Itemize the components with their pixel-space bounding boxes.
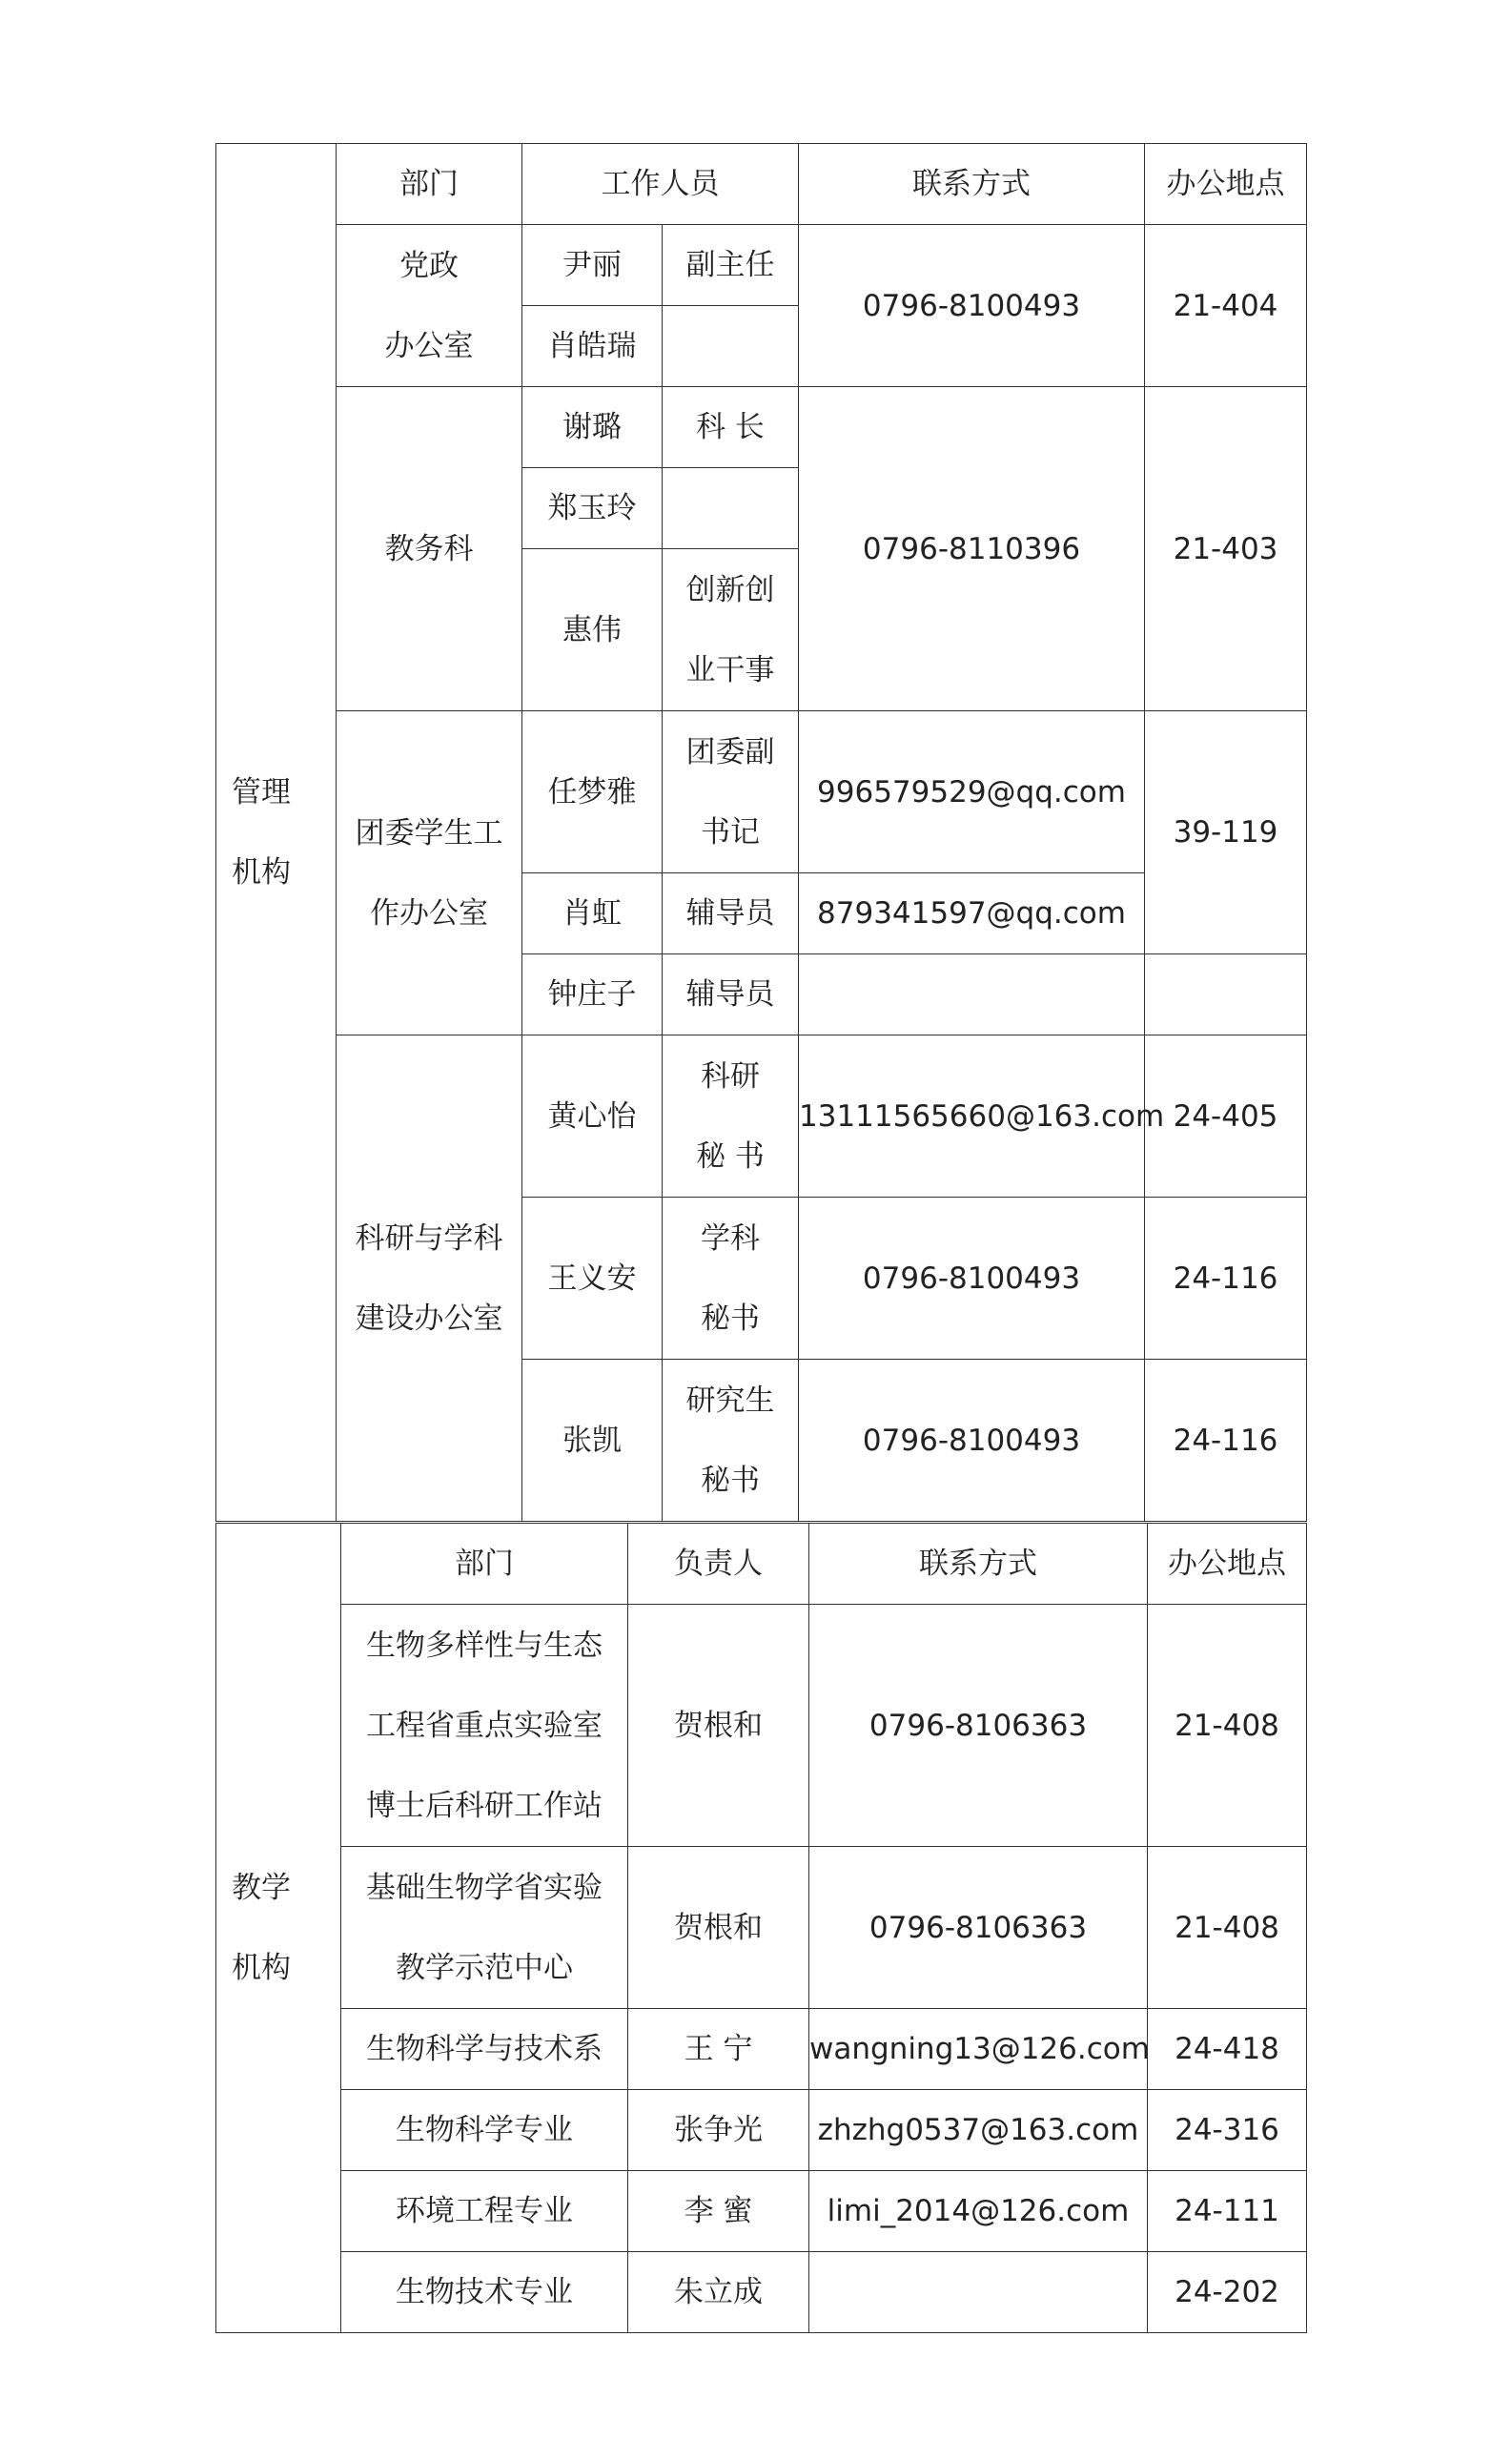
staff-name: 钟庄子 bbox=[522, 954, 663, 1035]
staff-title: 团委副 书记 bbox=[663, 711, 799, 873]
contact-cell: 13111565660@163.com bbox=[799, 1035, 1145, 1198]
staff-title bbox=[663, 468, 799, 549]
table-row bbox=[216, 225, 1307, 306]
staff-title: 学科 秘书 bbox=[663, 1198, 799, 1360]
management-table bbox=[215, 143, 1307, 1522]
dept-cell: 科研与学科 建设办公室 bbox=[337, 1035, 522, 1522]
contact-cell: limi_2014@126.com bbox=[809, 2171, 1148, 2252]
lead-cell: 王 宁 bbox=[628, 2009, 809, 2090]
office-cell: 24-116 bbox=[1145, 1198, 1307, 1360]
staff-name: 尹丽 bbox=[522, 225, 663, 306]
header-dept: 部门 bbox=[341, 1524, 628, 1605]
header-dept: 部门 bbox=[337, 144, 522, 225]
lead-cell: 贺根和 bbox=[628, 1847, 809, 2009]
staff-name: 黄心怡 bbox=[522, 1035, 663, 1198]
staff-name: 肖虹 bbox=[522, 873, 663, 954]
staff-name: 任梦雅 bbox=[522, 711, 663, 873]
lead-cell: 李 蜜 bbox=[628, 2171, 809, 2252]
staff-title: 辅导员 bbox=[663, 873, 799, 954]
office-cell: 24-418 bbox=[1148, 2009, 1307, 2090]
staff-title: 创新创 业干事 bbox=[663, 549, 799, 711]
header-office: 办公地点 bbox=[1145, 144, 1307, 225]
dept-cell: 生物技术专业 bbox=[341, 2252, 628, 2333]
table-row bbox=[216, 2252, 1307, 2333]
contact-cell bbox=[809, 2252, 1148, 2333]
dept-cell: 生物多样性与生态 工程省重点实验室 博士后科研工作站 bbox=[341, 1605, 628, 1847]
dept-cell: 教务科 bbox=[337, 387, 522, 711]
office-cell: 24-316 bbox=[1148, 2090, 1307, 2171]
contact-cell: 0796-8100493 bbox=[799, 1360, 1145, 1522]
office-cell: 24-405 bbox=[1145, 1035, 1307, 1198]
table-row bbox=[216, 387, 1307, 468]
contact-cell: 0796-8106363 bbox=[809, 1847, 1148, 2009]
office-cell: 21-408 bbox=[1148, 1847, 1307, 2009]
staff-name: 张凯 bbox=[522, 1360, 663, 1522]
table-row bbox=[216, 1847, 1307, 2009]
header-office: 办公地点 bbox=[1148, 1524, 1307, 1605]
dept-cell: 团委学生工 作办公室 bbox=[337, 711, 522, 1035]
staff-name: 郑玉玲 bbox=[522, 468, 663, 549]
dept-cell: 环境工程专业 bbox=[341, 2171, 628, 2252]
table-row bbox=[216, 2009, 1307, 2090]
contact-cell: zhzhg0537@163.com bbox=[809, 2090, 1148, 2171]
staff-title: 科研 秘 书 bbox=[663, 1035, 799, 1198]
lead-cell: 张争光 bbox=[628, 2090, 809, 2171]
section-label-management: 管理 机构 bbox=[216, 144, 337, 1522]
dept-cell: 生物科学与技术系 bbox=[341, 2009, 628, 2090]
staff-title: 科 长 bbox=[663, 387, 799, 468]
staff-name: 谢璐 bbox=[522, 387, 663, 468]
header-staff: 工作人员 bbox=[522, 144, 799, 225]
office-cell: 24-202 bbox=[1148, 2252, 1307, 2333]
office-cell: 21-408 bbox=[1148, 1605, 1307, 1847]
table-row bbox=[216, 711, 1307, 873]
header-lead: 负责人 bbox=[628, 1524, 809, 1605]
office-cell: 39-119 bbox=[1145, 711, 1307, 954]
staff-title: 辅导员 bbox=[663, 954, 799, 1035]
contact-cell: 0796-8110396 bbox=[799, 387, 1145, 711]
lead-cell: 贺根和 bbox=[628, 1605, 809, 1847]
staff-name: 肖皓瑞 bbox=[522, 306, 663, 387]
contact-cell: 996579529@qq.com bbox=[799, 711, 1145, 873]
teaching-table bbox=[215, 1523, 1307, 2333]
section-label-teaching: 教学 机构 bbox=[216, 1524, 341, 2333]
dept-cell: 生物科学专业 bbox=[341, 2090, 628, 2171]
contact-cell: 0796-8100493 bbox=[799, 225, 1145, 387]
office-cell: 24-116 bbox=[1145, 1360, 1307, 1522]
contact-cell: 0796-8106363 bbox=[809, 1605, 1148, 1847]
table-row bbox=[216, 1524, 1307, 1605]
staff-title: 研究生 秘书 bbox=[663, 1360, 799, 1522]
office-cell: 21-403 bbox=[1145, 387, 1307, 711]
staff-title: 副主任 bbox=[663, 225, 799, 306]
contact-cell: 0796-8100493 bbox=[799, 1198, 1145, 1360]
dept-cell: 基础生物学省实验 教学示范中心 bbox=[341, 1847, 628, 2009]
office-cell: 24-111 bbox=[1148, 2171, 1307, 2252]
office-cell bbox=[1145, 954, 1307, 1035]
office-cell: 21-404 bbox=[1145, 225, 1307, 387]
staff-name: 王义安 bbox=[522, 1198, 663, 1360]
staff-name: 惠伟 bbox=[522, 549, 663, 711]
table-row bbox=[216, 1605, 1307, 1847]
contact-cell: wangning13@126.com bbox=[809, 2009, 1148, 2090]
header-contact: 联系方式 bbox=[799, 144, 1145, 225]
staff-title bbox=[663, 306, 799, 387]
table-row bbox=[216, 2090, 1307, 2171]
header-contact: 联系方式 bbox=[809, 1524, 1148, 1605]
contact-cell bbox=[799, 954, 1145, 1035]
table-row bbox=[216, 144, 1307, 225]
lead-cell: 朱立成 bbox=[628, 2252, 809, 2333]
table-row bbox=[216, 2171, 1307, 2252]
contact-cell: 879341597@qq.com bbox=[799, 873, 1145, 954]
table-row bbox=[216, 1035, 1307, 1198]
dept-cell: 党政 办公室 bbox=[337, 225, 522, 387]
